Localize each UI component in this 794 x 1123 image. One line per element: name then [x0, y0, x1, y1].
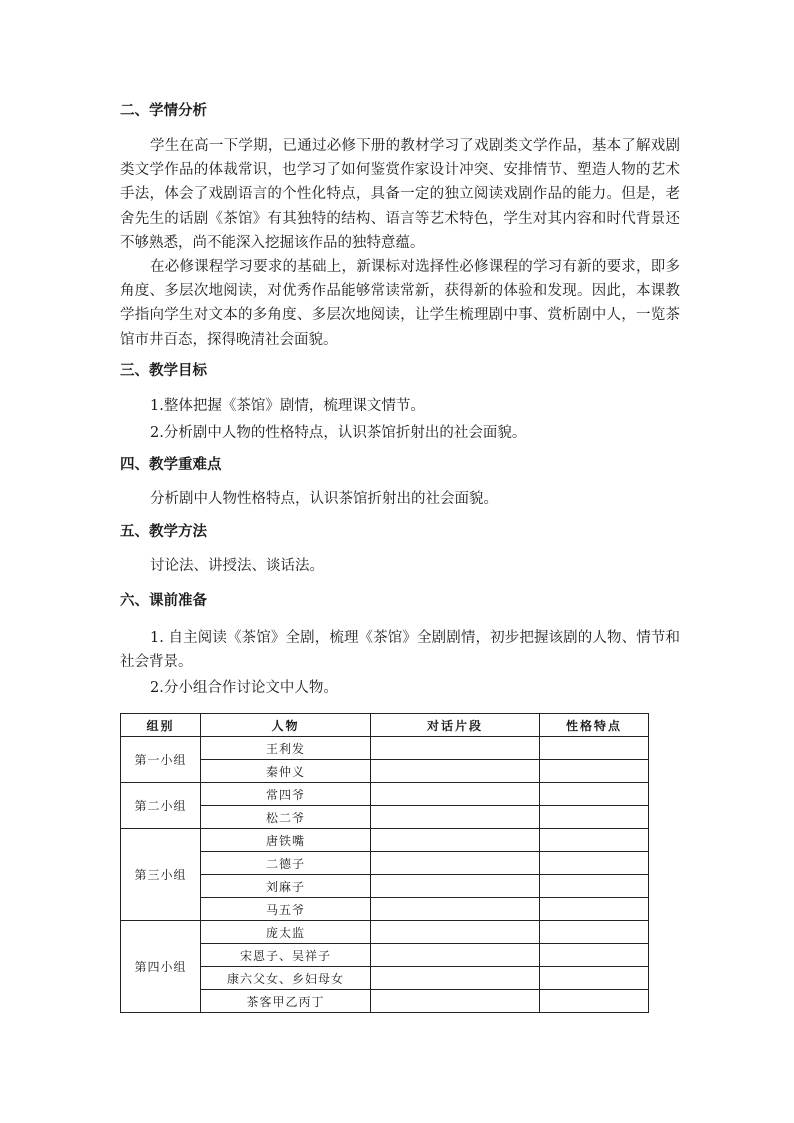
dialogue-cell[interactable] — [371, 852, 540, 875]
group-cell: 第一小组 — [121, 737, 201, 783]
character-cell: 二德子 — [201, 852, 371, 875]
table-row — [121, 921, 649, 944]
dialogue-cell[interactable] — [371, 829, 540, 852]
traits-cell[interactable] — [540, 921, 649, 944]
traits-cell[interactable] — [540, 737, 649, 760]
table-row — [121, 783, 649, 806]
header-traits: 性格特点 — [540, 714, 649, 737]
traits-cell[interactable] — [540, 898, 649, 921]
traits-cell[interactable] — [540, 967, 649, 990]
table-row — [121, 806, 649, 829]
table-row — [121, 967, 649, 990]
group-discussion-table — [120, 713, 649, 1013]
table-row — [121, 829, 649, 852]
table-row — [121, 852, 649, 875]
dialogue-cell[interactable] — [371, 875, 540, 898]
header-dialogue: 对话片段 — [371, 714, 540, 737]
dialogue-cell[interactable] — [371, 921, 540, 944]
teaching-methods-text: 讨论法、讲授法、谈话法。 — [150, 558, 324, 574]
group-cell: 第四小组 — [121, 921, 201, 1013]
section-title-learner-analysis: 二、学情分析 — [120, 103, 207, 119]
traits-cell[interactable] — [540, 990, 649, 1013]
table-row — [121, 760, 649, 783]
group-cell: 第三小组 — [121, 829, 201, 921]
dialogue-cell[interactable] — [371, 967, 540, 990]
section-title-teaching-goals: 三、教学目标 — [120, 363, 207, 379]
dialogue-cell[interactable] — [371, 783, 540, 806]
table-row — [121, 990, 649, 1013]
dialogue-cell[interactable] — [371, 737, 540, 760]
traits-cell[interactable] — [540, 852, 649, 875]
traits-cell[interactable] — [540, 760, 649, 783]
character-cell: 刘麻子 — [201, 875, 371, 898]
table-row — [121, 875, 649, 898]
table-row — [121, 898, 649, 921]
table-row — [121, 944, 649, 967]
character-cell: 秦仲义 — [201, 760, 371, 783]
character-cell: 王利发 — [201, 737, 371, 760]
header-character: 人物 — [201, 714, 371, 737]
character-cell: 常四爷 — [201, 783, 371, 806]
traits-cell[interactable] — [540, 806, 649, 829]
learner-analysis-paragraph-1: 学生在高一下学期，已通过必修下册的教材学习了戏剧类文学作品，基本了解戏剧类文学作品的体裁常识，也学习了如何鉴赏作家设计冲突、安排情节、塑造人物的艺术手法，体会了戏剧语言的个性化特点，具备一定的独立阅读戏剧作品的能力。但是，老舍先生的话剧《茶馆》有其独特的结构、语言等艺术特色，学生对其内容和时代背景还不够熟悉，尚不能深入挖掘该作品的独特意蕴。 — [120, 138, 680, 251]
section-title-preparation: 六、课前准备 — [120, 593, 207, 609]
group-cell: 第二小组 — [121, 783, 201, 829]
key-points-text: 分析剧中人物性格特点，认识茶馆折射出的社会面貌。 — [150, 491, 498, 507]
teaching-goal-1: 1.整体把握《茶馆》剧情，梳理课文情节。 — [150, 398, 425, 414]
dialogue-cell[interactable] — [371, 944, 540, 967]
character-cell: 庞太监 — [201, 921, 371, 944]
dialogue-cell[interactable] — [371, 760, 540, 783]
section-title-key-points: 四、教学重难点 — [120, 457, 222, 473]
teaching-goal-2: 2.分析剧中人物的性格特点，认识茶馆折射出的社会面貌。 — [150, 425, 527, 441]
table-row — [121, 737, 649, 760]
character-cell: 宋恩子、吴祥子 — [201, 944, 371, 967]
learner-analysis-paragraph-2: 在必修课程学习要求的基础上，新课标对选择性必修课程的学习有新的要求，即多角度、多层次地阅读，对优秀作品能够常读常新，获得新的体验和发现。因此，本课教学指向学生对文本的多角度、多层次地阅读，让学生梳理剧中事、赏析剧中人，一览茶馆市井百态，探得晚清社会面貌。 — [120, 259, 680, 348]
character-cell: 唐铁嘴 — [201, 829, 371, 852]
dialogue-cell[interactable] — [371, 898, 540, 921]
preparation-item-2: 2.分小组合作讨论文中人物。 — [150, 680, 338, 696]
character-cell: 马五爷 — [201, 898, 371, 921]
table-header-row — [121, 714, 649, 737]
dialogue-cell[interactable] — [371, 990, 540, 1013]
character-cell: 松二爷 — [201, 806, 371, 829]
dialogue-cell[interactable] — [371, 806, 540, 829]
section-title-teaching-methods: 五、教学方法 — [120, 524, 207, 540]
traits-cell[interactable] — [540, 783, 649, 806]
preparation-item-1: 1. 自主阅读《茶馆》全剧，梳理《茶馆》全剧剧情，初步把握该剧的人物、情节和社会背景。 — [120, 630, 680, 671]
character-cell: 康六父女、乡妇母女 — [201, 967, 371, 990]
traits-cell[interactable] — [540, 829, 649, 852]
traits-cell[interactable] — [540, 944, 649, 967]
traits-cell[interactable] — [540, 875, 649, 898]
header-group: 组别 — [121, 714, 201, 737]
character-cell: 茶客甲乙丙丁 — [201, 990, 371, 1013]
